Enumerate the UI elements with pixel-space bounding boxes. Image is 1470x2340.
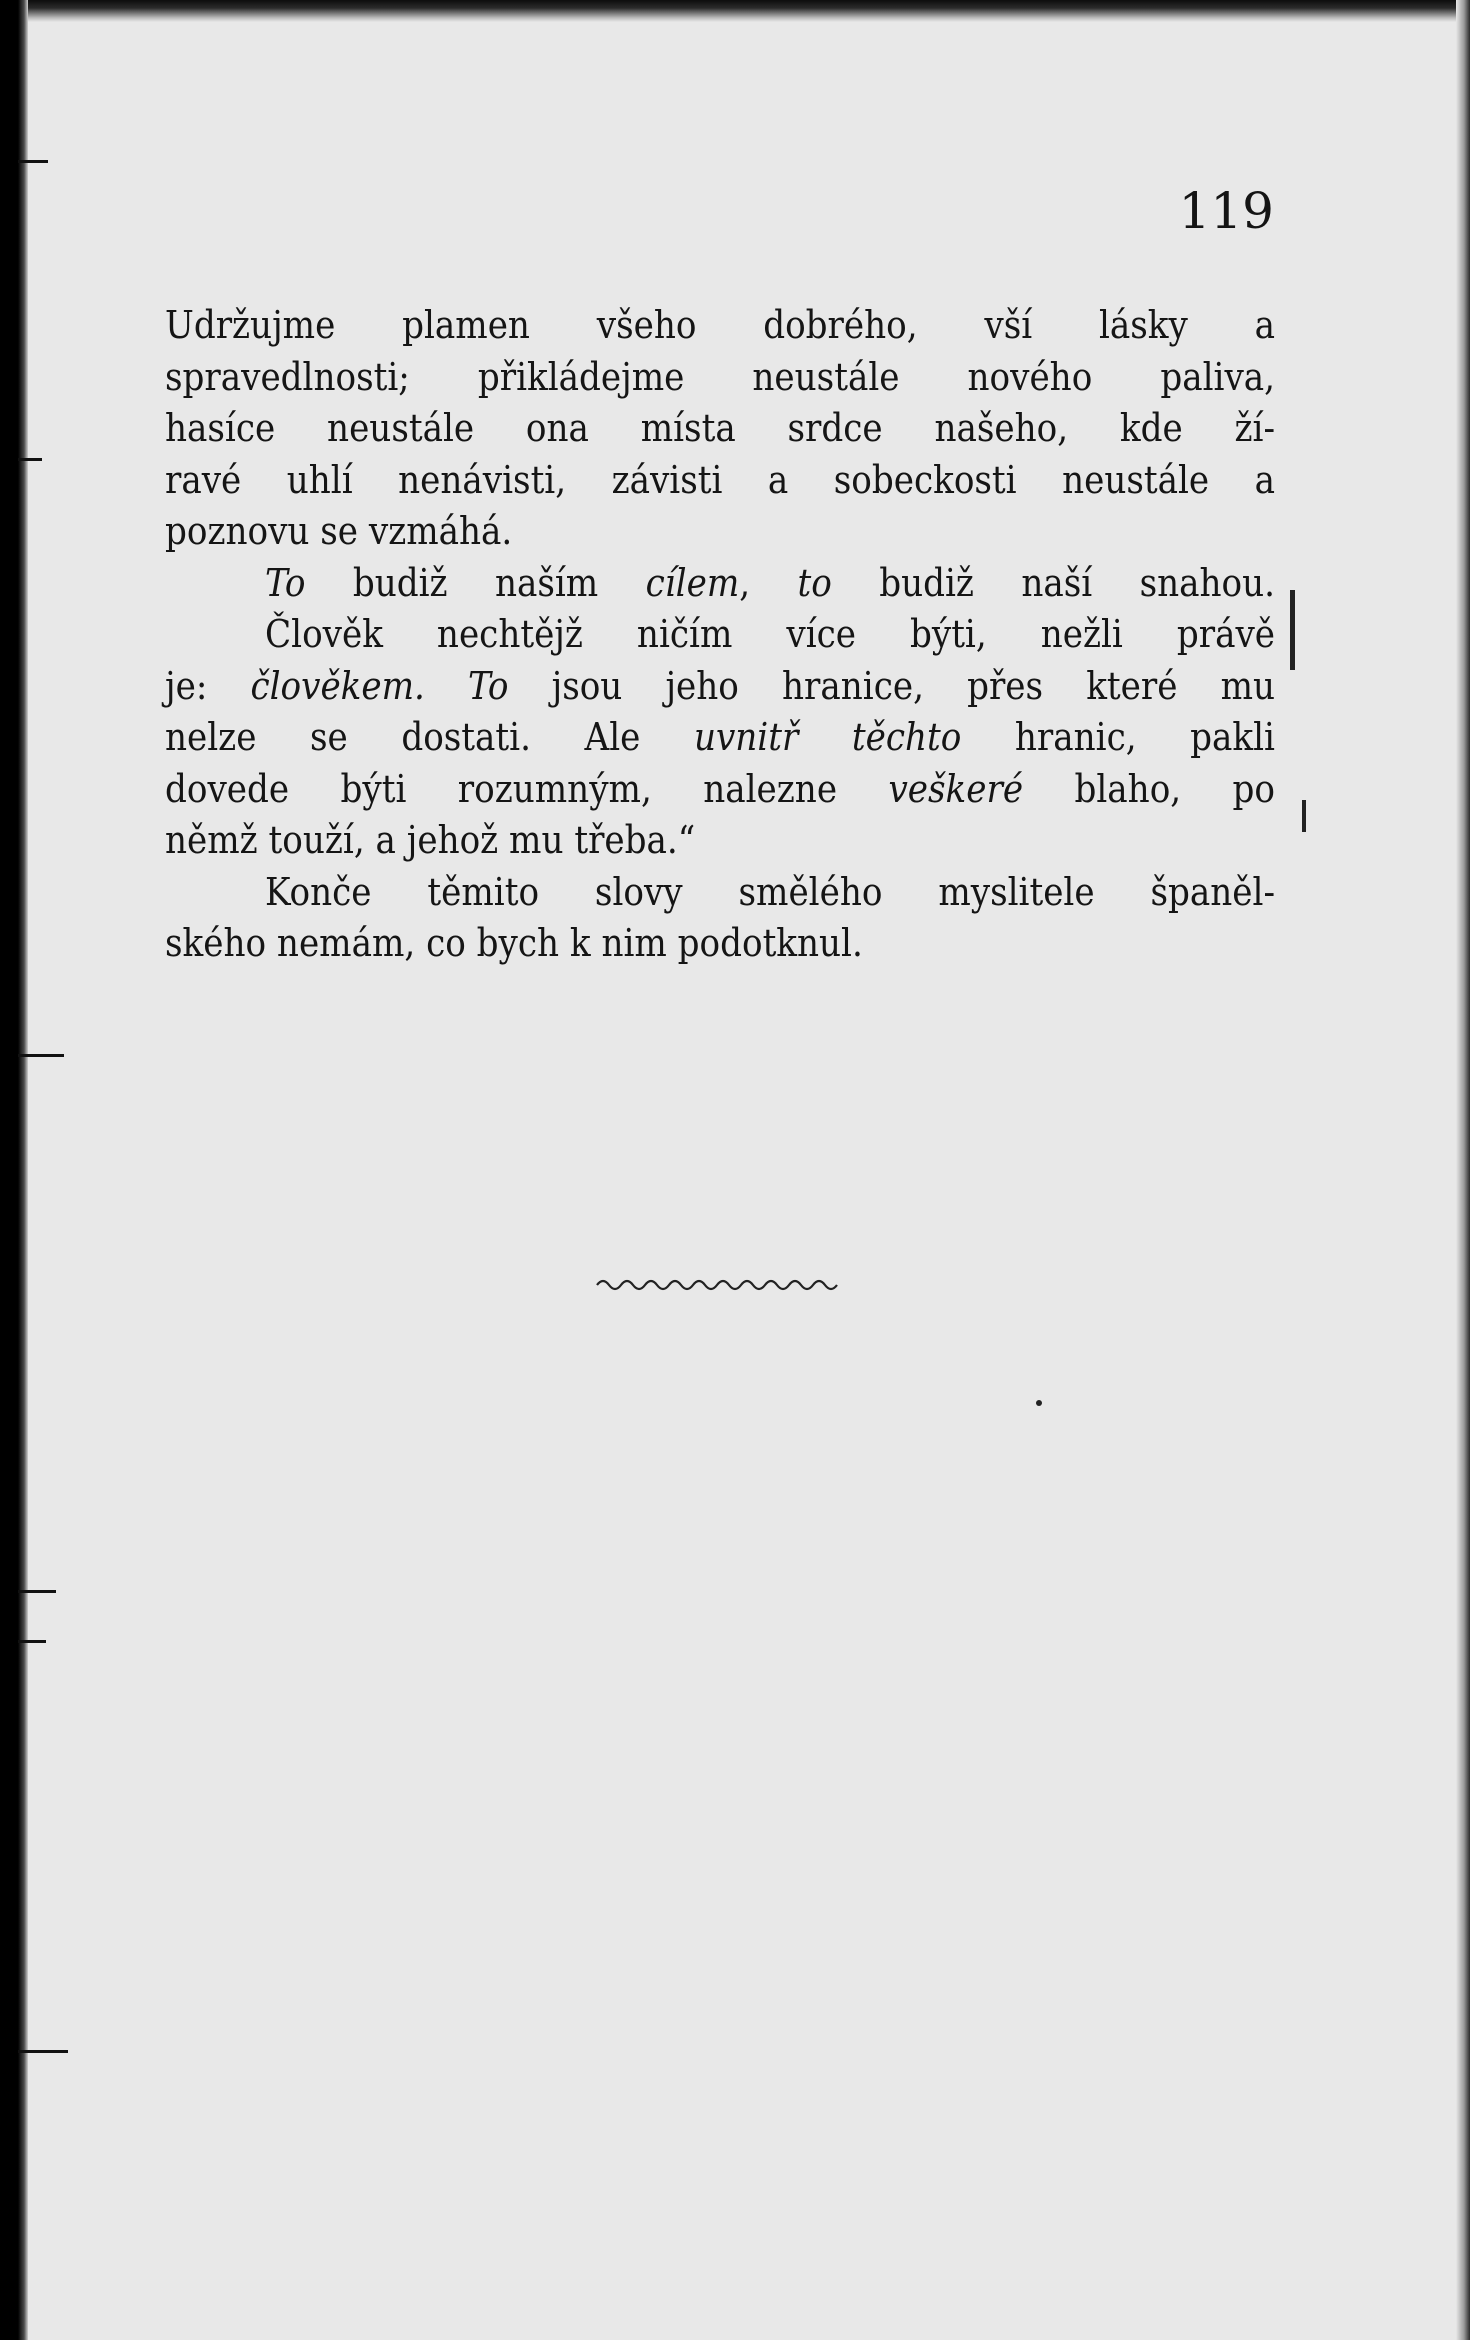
text-line (165, 609, 1275, 661)
text-run: Udržujme plamen všeho dobrého, vší lásky a (165, 303, 1275, 347)
text-line (165, 815, 1275, 867)
text-line (165, 352, 1275, 404)
text-run: spravedlnosti; přikládejme neustále nového paliva, (165, 354, 1275, 399)
body-text (165, 300, 1275, 970)
text-run (425, 664, 468, 708)
page-right-edge (1456, 0, 1470, 2340)
binding-tick (18, 160, 48, 163)
margin-mark (1302, 800, 1306, 832)
binding-tick (18, 1640, 46, 1643)
text-run: budiž naším (305, 560, 646, 605)
text-run: poznovu se vzmáhá. (165, 509, 513, 553)
text-run: blaho, po (1023, 766, 1276, 811)
margin-mark (1290, 590, 1295, 670)
binding-tick (18, 1590, 56, 1593)
text-line (165, 300, 1275, 352)
text-run: , (739, 560, 798, 605)
text-line (165, 712, 1275, 764)
text-run: dovede býti rozumným, nalezne (165, 766, 889, 811)
text-line (165, 867, 1275, 919)
text-run: nelze se dostati. Ale (165, 715, 694, 759)
binding-tick (18, 1054, 64, 1057)
italic-phrase: veškeré (888, 766, 1024, 811)
text-run: hranic, pakli (961, 715, 1275, 759)
italic-phrase: To (265, 560, 306, 605)
text-run: ského nemám, co bych k nim podotknul. (165, 921, 863, 965)
text-line (165, 764, 1275, 816)
text-run: budiž naší snahou. (831, 560, 1275, 605)
text-line (165, 455, 1275, 507)
page-top-edge (0, 0, 1470, 22)
text-run: němž touží, a jehož mu třeba.“ (165, 818, 696, 862)
text-line (165, 918, 1275, 970)
text-run: Konče těmito slovy smělého myslitele španěl- (265, 869, 1275, 914)
text-line (165, 506, 1275, 558)
text-run: ravé uhlí nenávisti, závisti a sobeckosti neustále a (165, 457, 1275, 502)
italic-phrase: to (797, 560, 832, 605)
text-line (165, 558, 1275, 610)
text-run: jsou jeho hranice, přes které mu (508, 663, 1276, 708)
binding-tick (18, 458, 42, 461)
italic-phrase: člověkem. (250, 663, 425, 708)
page-number: 119 (1178, 182, 1274, 240)
binding-tick (18, 2050, 68, 2053)
italic-phrase: To (468, 663, 509, 708)
text-run: Člověk nechtějž ničím více býti, nežli právě (265, 612, 1275, 656)
specks (1036, 1400, 1042, 1406)
text-line (165, 403, 1275, 455)
italic-phrase: uvnitř těchto (693, 715, 962, 759)
text-run: je: (165, 663, 251, 708)
italic-phrase: cílem (645, 560, 740, 605)
binding-edge (0, 0, 28, 2340)
wavy-ornament-icon (595, 1275, 845, 1295)
text-run: hasíce neustále ona místa srdce našeho, kde ží- (165, 406, 1275, 450)
text-line (165, 661, 1275, 713)
